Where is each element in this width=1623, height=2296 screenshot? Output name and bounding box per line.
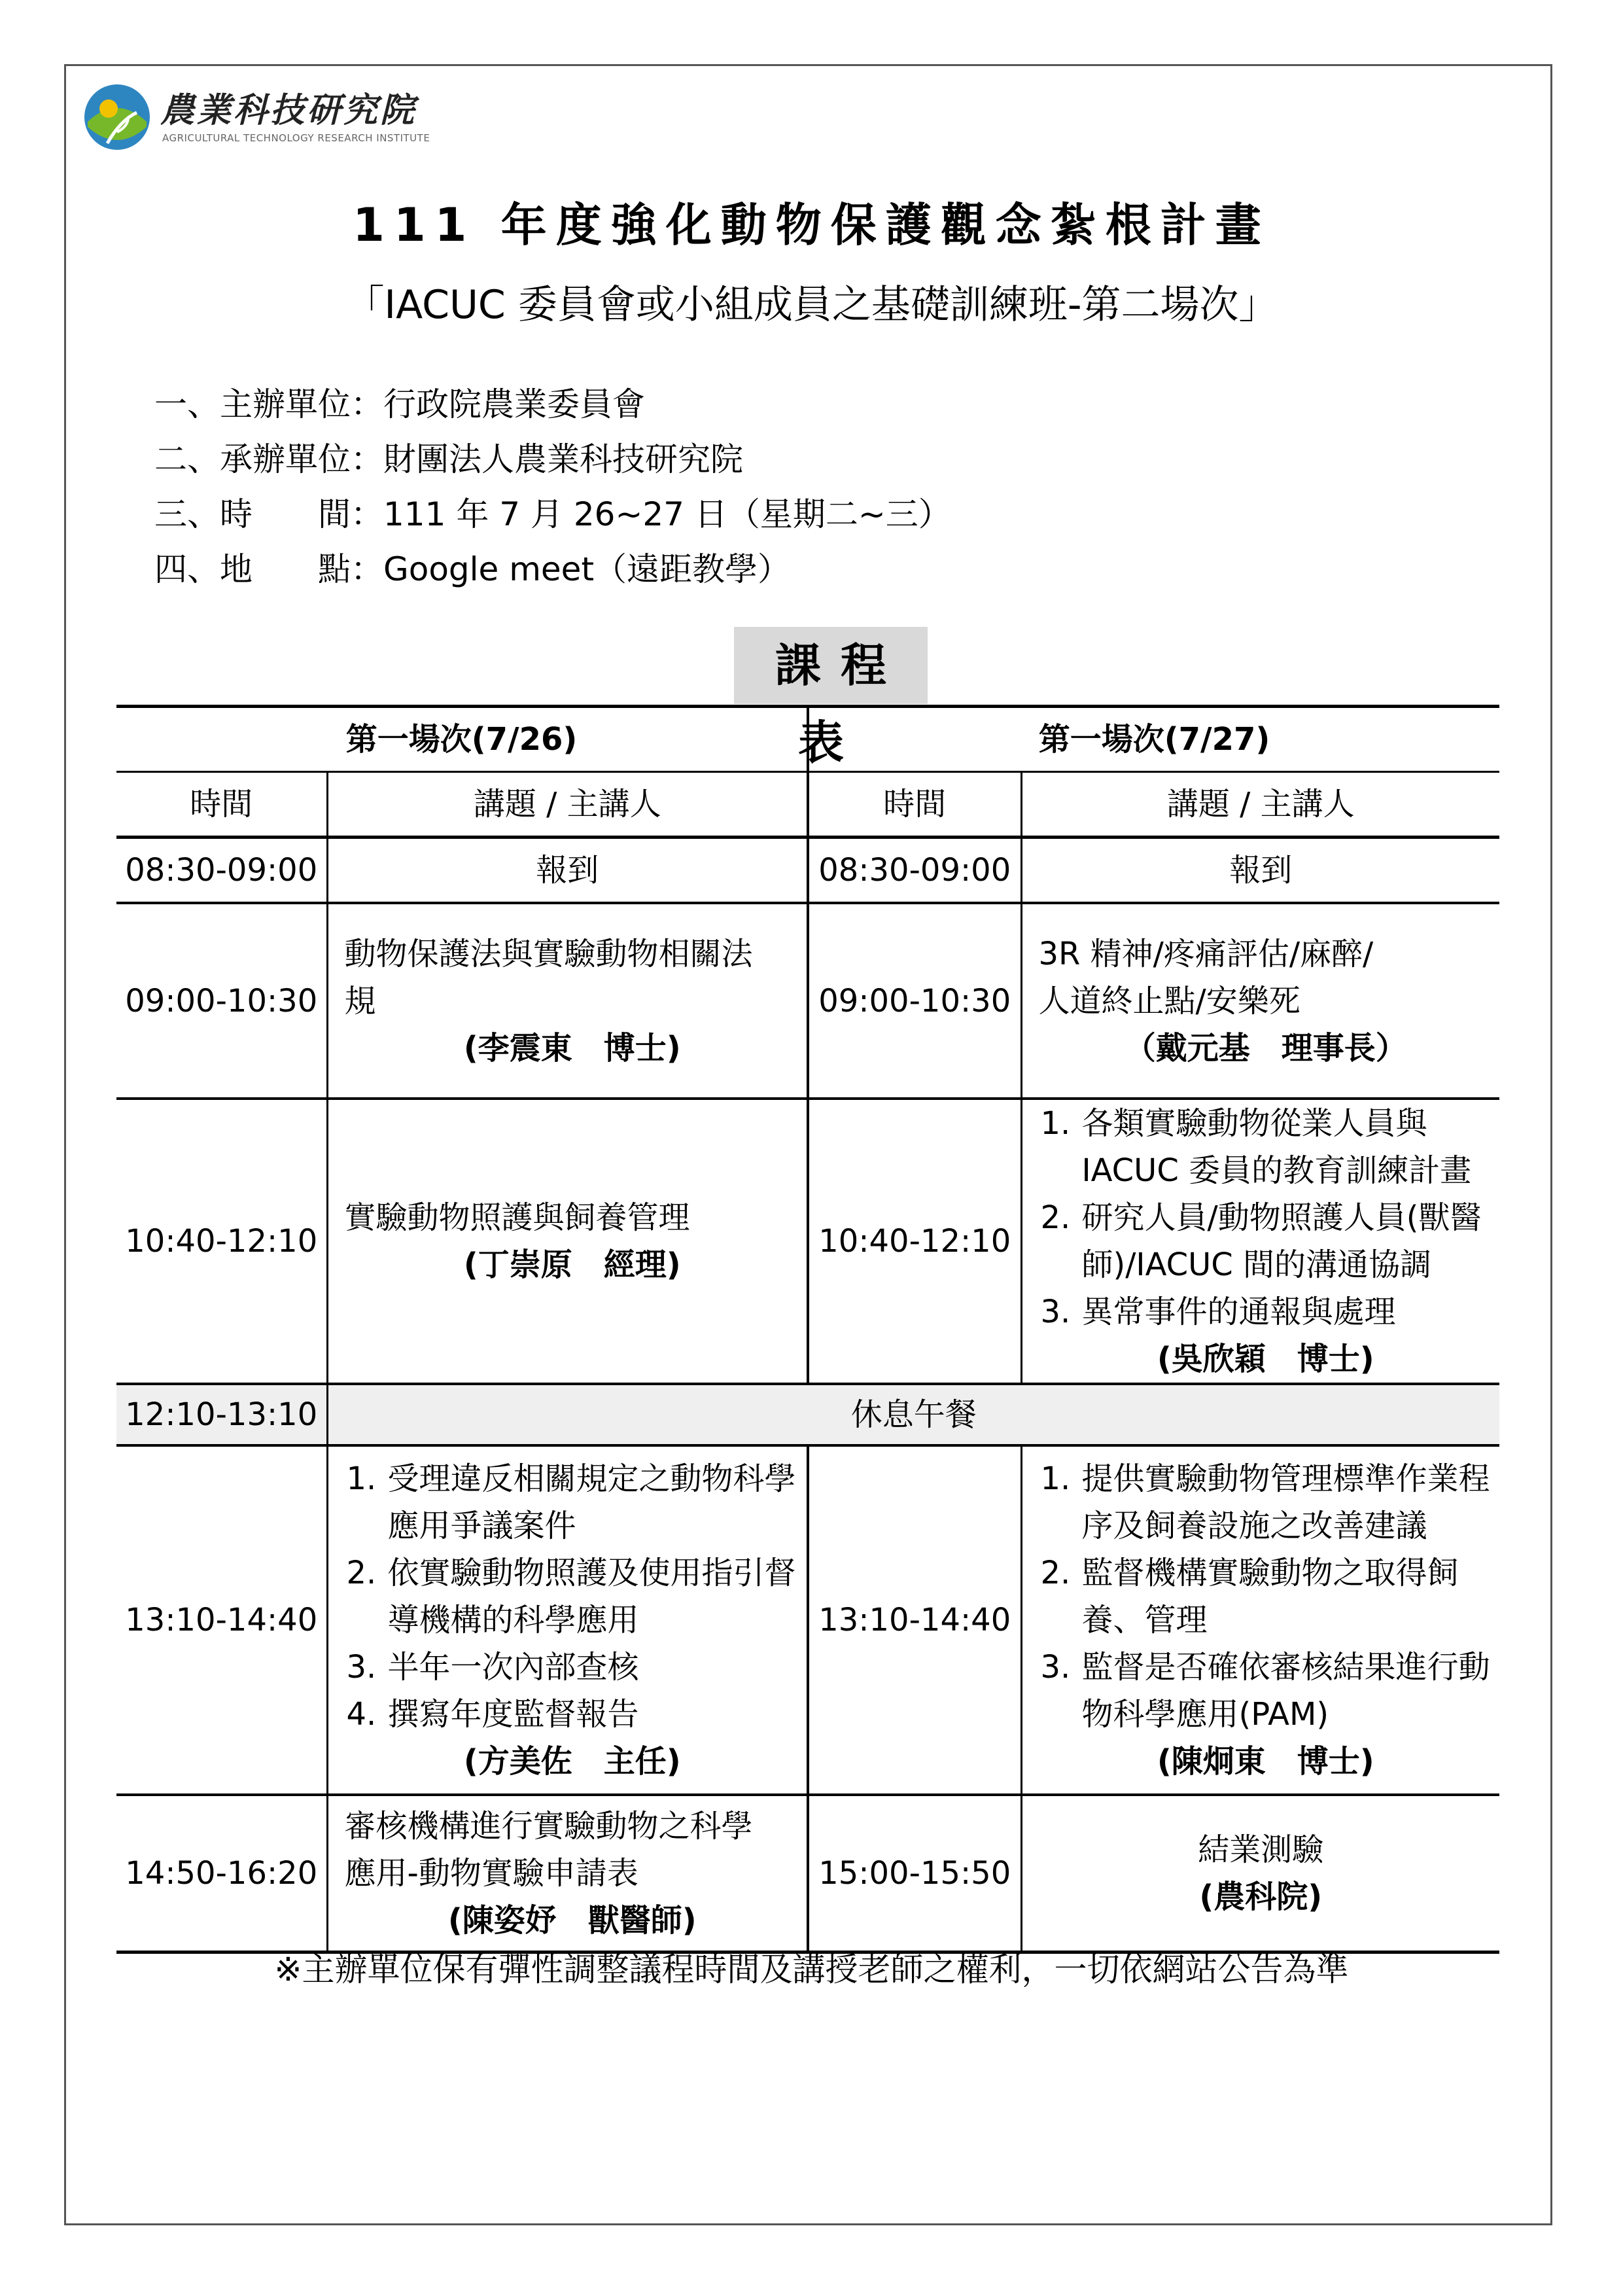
speaker-name: (吳欣穎 博士): [1157, 1341, 1374, 1377]
time-cell: 13:10-14:40: [116, 1445, 327, 1795]
topic-line: 動物保護法與實驗動物相關法: [344, 935, 753, 972]
time-cell: 08:30-09:00: [116, 838, 327, 904]
table-row: [116, 903, 1499, 1099]
time-cell: 12:10-13:10: [116, 1384, 327, 1445]
topic-list: [345, 1455, 801, 1738]
atri-logo-icon: [81, 81, 153, 153]
info-co-organizer: 二、承辦單位：財團法人農業科技研究院: [154, 440, 743, 478]
list-item: 1. 提供實驗動物管理標準作業程序及飼養設施之改善建議: [1081, 1455, 1493, 1549]
time-cell: 10:40-12:10: [116, 1099, 327, 1384]
speaker-name: (陳姿妤 獸醫師): [447, 1902, 697, 1939]
list-item: 2. 依實驗動物照護及使用指引督導機構的科學應用: [387, 1549, 801, 1644]
topic-cell: [1021, 1099, 1499, 1384]
topic-line: 應用-動物實驗申請表: [344, 1855, 638, 1892]
time-cell: 13:10-14:40: [808, 1445, 1021, 1795]
lunch-break-cell: 休息午餐: [327, 1384, 1499, 1445]
document-title: 111 年度強化動物保護觀念紮根計畫: [353, 198, 1270, 252]
table-row: [116, 1795, 1499, 1952]
speaker-name: （戴元基 理事長）: [1124, 1029, 1407, 1067]
topic-list: [1039, 1100, 1493, 1335]
list-item: 1. 受理違反相關規定之動物科學應用爭議案件: [387, 1455, 801, 1549]
table-row: [116, 772, 1499, 838]
list-item: 2. 研究人員/動物照護人員(獸醫師)/IACUC 間的溝通協調: [1081, 1194, 1493, 1288]
footer-note: ※主辦單位保有彈性調整議程時間及講授老師之權利，一切依網站公告為準: [274, 1951, 1349, 1988]
day2-header: 第一場次(7/27): [808, 707, 1499, 772]
col-header-topic: 講題 / 主講人: [327, 772, 808, 838]
topic-line: 結業測驗: [1198, 1831, 1324, 1868]
table-row: [116, 838, 1499, 904]
info-time: 三、時 間：111 年 7 月 26~27 日（星期二~三）: [154, 495, 951, 533]
time-cell: 10:40-12:10: [808, 1099, 1021, 1384]
document-subtitle: 「IACUC 委員會或小組成員之基礎訓練班-第二場次」: [345, 282, 1278, 328]
topic-line: 審核機構進行實驗動物之科學: [344, 1808, 753, 1845]
topic-cell: [1021, 903, 1499, 1099]
list-item: 3. 異常事件的通報與處理: [1081, 1288, 1493, 1335]
topic-cell: [327, 1445, 808, 1795]
time-cell: 09:00-10:30: [116, 903, 327, 1099]
org-name-en: AGRICULTURAL TECHNOLOGY RESEARCH INSTITUTE: [162, 132, 430, 144]
speaker-name: (方美佐 主任): [463, 1743, 681, 1780]
list-item: 1. 各類實驗動物從業人員與 IACUC 委員的教育訓練計畫: [1081, 1100, 1493, 1194]
list-item: 3. 半年一次內部查核: [387, 1644, 801, 1691]
table-row: [116, 1445, 1499, 1795]
col-header-topic: 講題 / 主講人: [1021, 772, 1499, 838]
topic-cell: [327, 903, 808, 1099]
col-header-time: 時間: [808, 772, 1021, 838]
day1-header: 第一場次(7/26): [116, 707, 808, 772]
speaker-name: (李震東 博士): [463, 1029, 681, 1067]
info-location: 四、地 點：Google meet（遠距教學）: [154, 550, 791, 588]
speaker-name: (農科院): [1199, 1879, 1323, 1915]
speaker-name: (陳炯東 博士): [1157, 1743, 1374, 1780]
topic-list: [1039, 1455, 1493, 1738]
topic-line: 實驗動物照護與飼養管理: [344, 1199, 690, 1236]
topic-line: 規: [344, 982, 376, 1019]
list-item: 4. 撰寫年度監督報告: [387, 1691, 801, 1738]
speaker-name: (丁崇原 經理): [463, 1246, 681, 1283]
table-row: [116, 707, 1499, 772]
topic-cell: [1021, 1445, 1499, 1795]
topic-cell: 報到: [1021, 838, 1499, 904]
time-cell: 15:00-15:50: [808, 1795, 1021, 1952]
col-header-time: 時間: [116, 772, 327, 838]
org-name-cn: 農業科技研究院: [160, 90, 417, 130]
table-row: [116, 1384, 1499, 1445]
info-organizer: 一、主辦單位：行政院農業委員會: [154, 385, 645, 423]
time-cell: 14:50-16:20: [116, 1795, 327, 1952]
time-cell: 08:30-09:00: [808, 838, 1021, 904]
schedule-title: 課程表: [734, 627, 928, 704]
list-item: 2. 監督機構實驗動物之取得飼養、管理: [1081, 1549, 1493, 1644]
topic-cell: 報到: [327, 838, 808, 904]
topic-cell: [327, 1099, 808, 1384]
schedule-table: [116, 705, 1499, 1954]
list-item: 3. 監督是否確依審核結果進行動物科學應用(PAM): [1081, 1644, 1493, 1738]
table-row: [116, 1099, 1499, 1384]
topic-line: 人道終止點/安樂死: [1038, 982, 1300, 1019]
topic-cell: [327, 1795, 808, 1952]
topic-line: 3R 精神/疼痛評估/麻醉/: [1038, 935, 1374, 972]
time-cell: 09:00-10:30: [808, 903, 1021, 1099]
topic-cell: [1021, 1795, 1499, 1952]
